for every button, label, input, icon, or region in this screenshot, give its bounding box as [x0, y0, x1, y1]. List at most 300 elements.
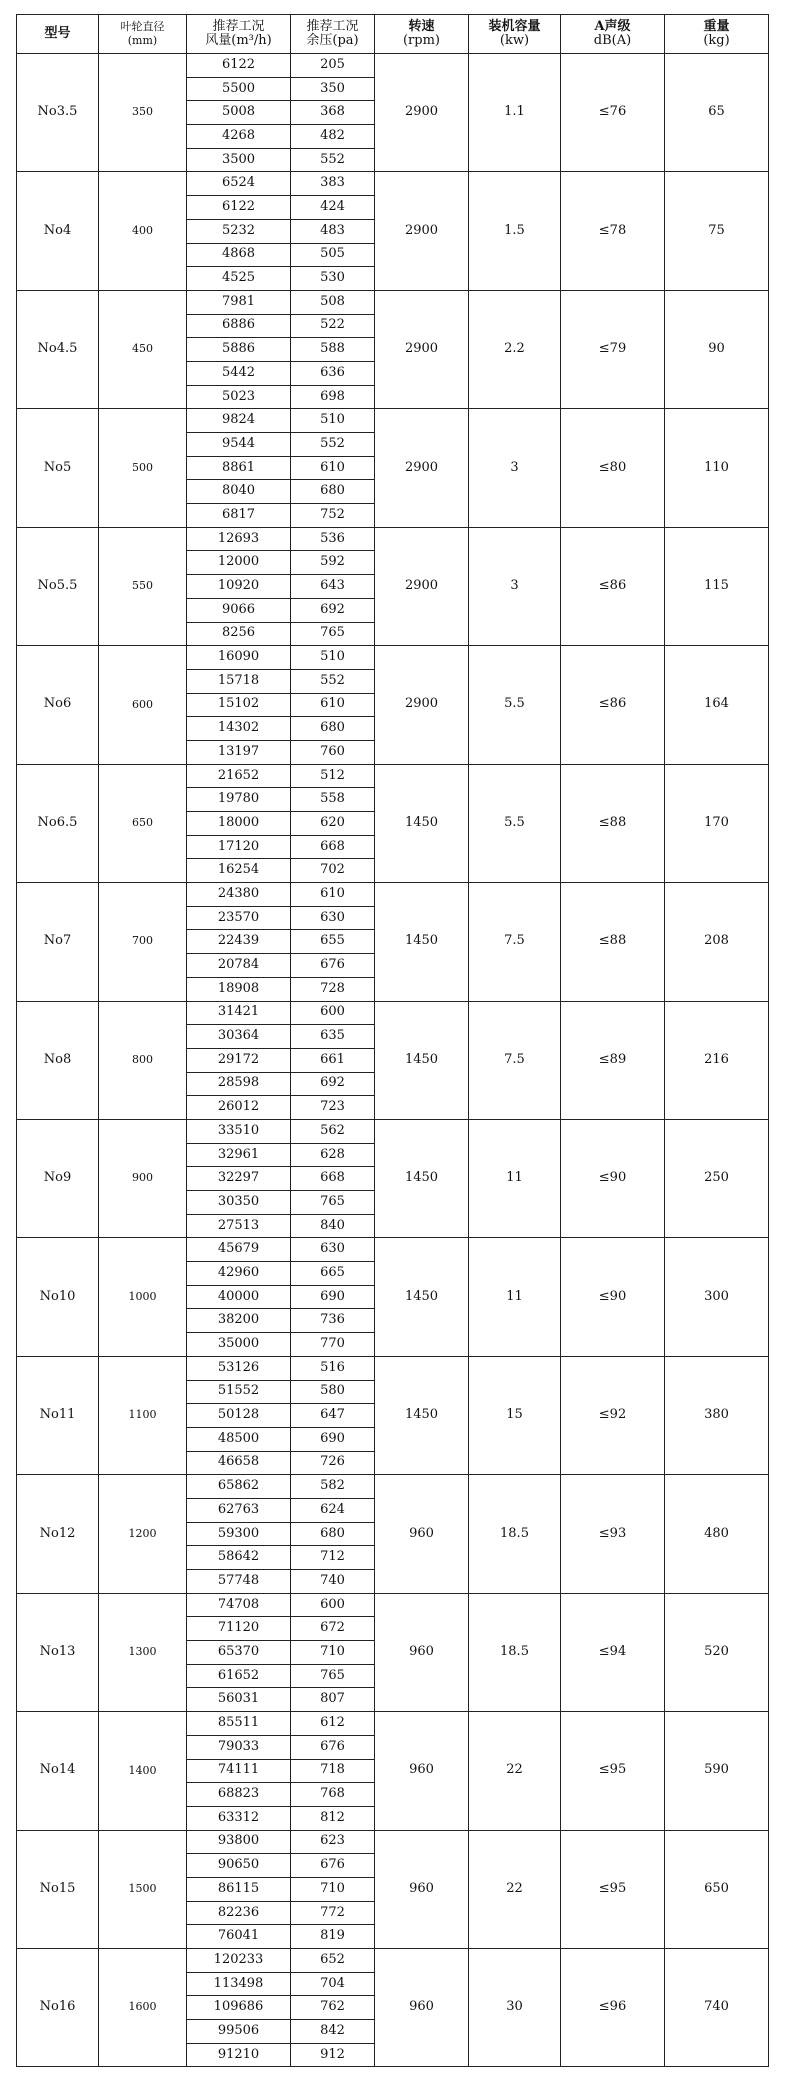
model-cell: No5.5	[17, 527, 99, 645]
weight-cell: 75	[665, 172, 769, 290]
power-cell: 11	[469, 1238, 561, 1356]
header-model-label: 型号	[44, 26, 71, 41]
airflow-cell: 61652	[187, 1664, 291, 1688]
power-cell: 11	[469, 1119, 561, 1237]
impeller-diameter-cell: 400	[99, 172, 187, 290]
airflow-cell: 42960	[187, 1262, 291, 1286]
airflow-cell: 18000	[187, 812, 291, 836]
pressure-cell: 842	[291, 2020, 375, 2044]
power-cell: 5.5	[469, 646, 561, 764]
power-cell: 3	[469, 409, 561, 527]
model-cell: No16	[17, 1949, 99, 2067]
airflow-cell: 3500	[187, 148, 291, 172]
airflow-cell: 120233	[187, 1949, 291, 1973]
fan-spec-table	[16, 14, 769, 2067]
pressure-cell: 772	[291, 1901, 375, 1925]
impeller-diameter-cell: 1400	[99, 1712, 187, 1830]
pressure-cell: 623	[291, 1830, 375, 1854]
airflow-cell: 65370	[187, 1641, 291, 1665]
table-row	[17, 1119, 769, 1143]
model-cell: No4	[17, 172, 99, 290]
header-power-line2: (kw)	[499, 33, 530, 48]
impeller-diameter-cell: 600	[99, 646, 187, 764]
header-row	[17, 15, 769, 54]
noise-cell: ≤78	[561, 172, 665, 290]
header-noise	[561, 15, 665, 54]
table-row	[17, 1356, 769, 1380]
pressure-cell: 712	[291, 1546, 375, 1570]
pressure-cell: 765	[291, 1191, 375, 1215]
pressure-cell: 676	[291, 1854, 375, 1878]
pressure-cell: 582	[291, 1475, 375, 1499]
table-row	[17, 1712, 769, 1736]
pressure-cell: 483	[291, 219, 375, 243]
table-row	[17, 1949, 769, 1973]
noise-cell: ≤89	[561, 1001, 665, 1119]
pressure-cell: 692	[291, 598, 375, 622]
noise-cell: ≤96	[561, 1949, 665, 2067]
pressure-cell: 760	[291, 740, 375, 764]
pressure-cell: 680	[291, 717, 375, 741]
pressure-cell: 624	[291, 1498, 375, 1522]
power-cell: 15	[469, 1356, 561, 1474]
pressure-cell: 807	[291, 1688, 375, 1712]
power-cell: 18.5	[469, 1593, 561, 1711]
speed-cell: 1450	[375, 764, 469, 882]
airflow-cell: 91210	[187, 2043, 291, 2067]
pressure-cell: 718	[291, 1759, 375, 1783]
model-cell: No4.5	[17, 290, 99, 408]
table-row	[17, 1238, 769, 1262]
airflow-cell: 5442	[187, 361, 291, 385]
model-cell: No6	[17, 646, 99, 764]
pressure-cell: 552	[291, 433, 375, 457]
pressure-cell: 912	[291, 2043, 375, 2067]
noise-cell: ≤92	[561, 1356, 665, 1474]
table-row	[17, 883, 769, 907]
table-row	[17, 646, 769, 670]
airflow-cell: 93800	[187, 1830, 291, 1854]
airflow-cell: 4525	[187, 267, 291, 291]
weight-cell: 380	[665, 1356, 769, 1474]
pressure-cell: 552	[291, 148, 375, 172]
weight-cell: 520	[665, 1593, 769, 1711]
pressure-cell: 610	[291, 883, 375, 907]
pressure-cell: 690	[291, 1285, 375, 1309]
airflow-cell: 51552	[187, 1380, 291, 1404]
power-cell: 18.5	[469, 1475, 561, 1593]
noise-cell: ≤94	[561, 1593, 665, 1711]
speed-cell: 2900	[375, 172, 469, 290]
airflow-cell: 33510	[187, 1119, 291, 1143]
airflow-cell: 48500	[187, 1427, 291, 1451]
impeller-diameter-cell: 1500	[99, 1830, 187, 1948]
airflow-cell: 90650	[187, 1854, 291, 1878]
airflow-cell: 56031	[187, 1688, 291, 1712]
airflow-cell: 10920	[187, 575, 291, 599]
pressure-cell: 612	[291, 1712, 375, 1736]
impeller-diameter-cell: 500	[99, 409, 187, 527]
airflow-cell: 22439	[187, 930, 291, 954]
speed-cell: 1450	[375, 883, 469, 1001]
airflow-cell: 28598	[187, 1072, 291, 1096]
power-cell: 1.5	[469, 172, 561, 290]
pressure-cell: 482	[291, 125, 375, 149]
weight-cell: 216	[665, 1001, 769, 1119]
airflow-cell: 16254	[187, 859, 291, 883]
noise-cell: ≤86	[561, 646, 665, 764]
header-model	[17, 15, 99, 54]
power-cell: 7.5	[469, 1001, 561, 1119]
airflow-cell: 74111	[187, 1759, 291, 1783]
impeller-diameter-cell: 1000	[99, 1238, 187, 1356]
speed-cell: 1450	[375, 1356, 469, 1474]
header-flow	[187, 15, 291, 54]
model-cell: No15	[17, 1830, 99, 1948]
pressure-cell: 680	[291, 1522, 375, 1546]
speed-cell: 2900	[375, 290, 469, 408]
pressure-cell: 600	[291, 1001, 375, 1025]
table-row	[17, 527, 769, 551]
pressure-cell: 710	[291, 1641, 375, 1665]
header-weight	[665, 15, 769, 54]
pressure-cell: 676	[291, 954, 375, 978]
power-cell: 22	[469, 1830, 561, 1948]
pressure-cell: 630	[291, 906, 375, 930]
pressure-cell: 610	[291, 456, 375, 480]
impeller-diameter-cell: 550	[99, 527, 187, 645]
model-cell: No14	[17, 1712, 99, 1830]
weight-cell: 740	[665, 1949, 769, 2067]
pressure-cell: 647	[291, 1404, 375, 1428]
header-impeller	[99, 15, 187, 54]
pressure-cell: 510	[291, 646, 375, 670]
airflow-cell: 53126	[187, 1356, 291, 1380]
airflow-cell: 18908	[187, 977, 291, 1001]
pressure-cell: 668	[291, 835, 375, 859]
pressure-cell: 635	[291, 1025, 375, 1049]
airflow-cell: 65862	[187, 1475, 291, 1499]
pressure-cell: 368	[291, 101, 375, 125]
weight-cell: 590	[665, 1712, 769, 1830]
weight-cell: 300	[665, 1238, 769, 1356]
table-row	[17, 290, 769, 314]
pressure-cell: 661	[291, 1048, 375, 1072]
impeller-diameter-cell: 800	[99, 1001, 187, 1119]
impeller-diameter-cell: 1100	[99, 1356, 187, 1474]
airflow-cell: 24380	[187, 883, 291, 907]
airflow-cell: 86115	[187, 1877, 291, 1901]
power-cell: 22	[469, 1712, 561, 1830]
noise-cell: ≤90	[561, 1119, 665, 1237]
airflow-cell: 4268	[187, 125, 291, 149]
airflow-cell: 12693	[187, 527, 291, 551]
speed-cell: 2900	[375, 527, 469, 645]
airflow-cell: 38200	[187, 1309, 291, 1333]
pressure-cell: 710	[291, 1877, 375, 1901]
airflow-cell: 21652	[187, 764, 291, 788]
airflow-cell: 6122	[187, 196, 291, 220]
model-cell: No7	[17, 883, 99, 1001]
airflow-cell: 5500	[187, 77, 291, 101]
noise-cell: ≤93	[561, 1475, 665, 1593]
power-cell: 7.5	[469, 883, 561, 1001]
pressure-cell: 592	[291, 551, 375, 575]
impeller-diameter-cell: 1200	[99, 1475, 187, 1593]
airflow-cell: 4868	[187, 243, 291, 267]
airflow-cell: 6524	[187, 172, 291, 196]
airflow-cell: 45679	[187, 1238, 291, 1262]
airflow-cell: 15102	[187, 693, 291, 717]
pressure-cell: 508	[291, 290, 375, 314]
airflow-cell: 62763	[187, 1498, 291, 1522]
airflow-cell: 79033	[187, 1735, 291, 1759]
airflow-cell: 32961	[187, 1143, 291, 1167]
pressure-cell: 740	[291, 1570, 375, 1594]
pressure-cell: 522	[291, 314, 375, 338]
airflow-cell: 5023	[187, 385, 291, 409]
pressure-cell: 812	[291, 1806, 375, 1830]
pressure-cell: 726	[291, 1451, 375, 1475]
airflow-cell: 9824	[187, 409, 291, 433]
airflow-cell: 99506	[187, 2020, 291, 2044]
header-impeller-line2: (mm)	[127, 34, 158, 47]
pressure-cell: 558	[291, 788, 375, 812]
airflow-cell: 8256	[187, 622, 291, 646]
pressure-cell: 643	[291, 575, 375, 599]
pressure-cell: 512	[291, 764, 375, 788]
airflow-cell: 30364	[187, 1025, 291, 1049]
power-cell: 3	[469, 527, 561, 645]
airflow-cell: 9066	[187, 598, 291, 622]
pressure-cell: 580	[291, 1380, 375, 1404]
weight-cell: 164	[665, 646, 769, 764]
header-flow-line2: 风量(m³/h)	[205, 33, 272, 48]
header-pressure-line2: 余压(pa)	[306, 33, 359, 48]
header-noise-line1: A声级	[594, 19, 631, 34]
pressure-cell: 552	[291, 669, 375, 693]
airflow-cell: 6817	[187, 504, 291, 528]
pressure-cell: 692	[291, 1072, 375, 1096]
speed-cell: 2900	[375, 54, 469, 172]
pressure-cell: 728	[291, 977, 375, 1001]
noise-cell: ≤88	[561, 883, 665, 1001]
noise-cell: ≤88	[561, 764, 665, 882]
airflow-cell: 35000	[187, 1333, 291, 1357]
airflow-cell: 40000	[187, 1285, 291, 1309]
pressure-cell: 765	[291, 622, 375, 646]
pressure-cell: 770	[291, 1333, 375, 1357]
table-row	[17, 1593, 769, 1617]
pressure-cell: 668	[291, 1167, 375, 1191]
pressure-cell: 536	[291, 527, 375, 551]
pressure-cell: 702	[291, 859, 375, 883]
header-power-line1: 装机容量	[488, 19, 541, 34]
model-cell: No9	[17, 1119, 99, 1237]
weight-cell: 170	[665, 764, 769, 882]
table-row	[17, 1475, 769, 1499]
airflow-cell: 50128	[187, 1404, 291, 1428]
pressure-cell: 350	[291, 77, 375, 101]
model-cell: No12	[17, 1475, 99, 1593]
pressure-cell: 588	[291, 338, 375, 362]
weight-cell: 250	[665, 1119, 769, 1237]
table-row	[17, 409, 769, 433]
pressure-cell: 840	[291, 1214, 375, 1238]
power-cell: 1.1	[469, 54, 561, 172]
header-impeller-line1: 叶轮直径	[120, 20, 165, 33]
impeller-diameter-cell: 1600	[99, 1949, 187, 2067]
model-cell: No5	[17, 409, 99, 527]
impeller-diameter-cell: 700	[99, 883, 187, 1001]
header-weight-line1: 重量	[703, 19, 730, 34]
airflow-cell: 30350	[187, 1191, 291, 1215]
speed-cell: 2900	[375, 646, 469, 764]
airflow-cell: 8040	[187, 480, 291, 504]
model-cell: No13	[17, 1593, 99, 1711]
impeller-diameter-cell: 450	[99, 290, 187, 408]
pressure-cell: 636	[291, 361, 375, 385]
noise-cell: ≤80	[561, 409, 665, 527]
pressure-cell: 676	[291, 1735, 375, 1759]
weight-cell: 110	[665, 409, 769, 527]
speed-cell: 1450	[375, 1001, 469, 1119]
pressure-cell: 723	[291, 1096, 375, 1120]
pressure-cell: 562	[291, 1119, 375, 1143]
airflow-cell: 31421	[187, 1001, 291, 1025]
speed-cell: 1450	[375, 1238, 469, 1356]
pressure-cell: 736	[291, 1309, 375, 1333]
table-row	[17, 54, 769, 78]
header-speed	[375, 15, 469, 54]
impeller-diameter-cell: 1300	[99, 1593, 187, 1711]
airflow-cell: 113498	[187, 1972, 291, 1996]
airflow-cell: 14302	[187, 717, 291, 741]
airflow-cell: 5886	[187, 338, 291, 362]
table-body	[17, 54, 769, 2067]
speed-cell: 960	[375, 1712, 469, 1830]
model-cell: No3.5	[17, 54, 99, 172]
airflow-cell: 17120	[187, 835, 291, 859]
airflow-cell: 20784	[187, 954, 291, 978]
pressure-cell: 819	[291, 1925, 375, 1949]
pressure-cell: 768	[291, 1783, 375, 1807]
noise-cell: ≤95	[561, 1712, 665, 1830]
airflow-cell: 109686	[187, 1996, 291, 2020]
pressure-cell: 516	[291, 1356, 375, 1380]
pressure-cell: 510	[291, 409, 375, 433]
header-pressure	[291, 15, 375, 54]
weight-cell: 65	[665, 54, 769, 172]
pressure-cell: 383	[291, 172, 375, 196]
airflow-cell: 13197	[187, 740, 291, 764]
table-row	[17, 1001, 769, 1025]
airflow-cell: 26012	[187, 1096, 291, 1120]
airflow-cell: 23570	[187, 906, 291, 930]
pressure-cell: 665	[291, 1262, 375, 1286]
airflow-cell: 68823	[187, 1783, 291, 1807]
impeller-diameter-cell: 650	[99, 764, 187, 882]
airflow-cell: 32297	[187, 1167, 291, 1191]
pressure-cell: 530	[291, 267, 375, 291]
model-cell: No10	[17, 1238, 99, 1356]
airflow-cell: 71120	[187, 1617, 291, 1641]
pressure-cell: 628	[291, 1143, 375, 1167]
airflow-cell: 8861	[187, 456, 291, 480]
airflow-cell: 5232	[187, 219, 291, 243]
header-speed-line1: 转速	[408, 19, 435, 34]
impeller-diameter-cell: 350	[99, 54, 187, 172]
power-cell: 30	[469, 1949, 561, 2067]
speed-cell: 960	[375, 1830, 469, 1948]
header-flow-line1: 推荐工况	[212, 19, 265, 34]
airflow-cell: 57748	[187, 1570, 291, 1594]
noise-cell: ≤86	[561, 527, 665, 645]
pressure-cell: 762	[291, 1996, 375, 2020]
pressure-cell: 655	[291, 930, 375, 954]
pressure-cell: 620	[291, 812, 375, 836]
airflow-cell: 16090	[187, 646, 291, 670]
power-cell: 5.5	[469, 764, 561, 882]
airflow-cell: 6122	[187, 54, 291, 78]
pressure-cell: 600	[291, 1593, 375, 1617]
airflow-cell: 59300	[187, 1522, 291, 1546]
speed-cell: 960	[375, 1475, 469, 1593]
airflow-cell: 9544	[187, 433, 291, 457]
header-power	[469, 15, 561, 54]
pressure-cell: 752	[291, 504, 375, 528]
header-speed-line2: (rpm)	[402, 33, 440, 48]
weight-cell: 90	[665, 290, 769, 408]
impeller-diameter-cell: 900	[99, 1119, 187, 1237]
header-noise-line2: dB(A)	[593, 33, 632, 48]
pressure-cell: 610	[291, 693, 375, 717]
airflow-cell: 85511	[187, 1712, 291, 1736]
airflow-cell: 12000	[187, 551, 291, 575]
airflow-cell: 76041	[187, 1925, 291, 1949]
airflow-cell: 58642	[187, 1546, 291, 1570]
header-weight-line2: (kg)	[703, 33, 730, 48]
airflow-cell: 6886	[187, 314, 291, 338]
noise-cell: ≤95	[561, 1830, 665, 1948]
model-cell: No6.5	[17, 764, 99, 882]
pressure-cell: 704	[291, 1972, 375, 1996]
pressure-cell: 672	[291, 1617, 375, 1641]
weight-cell: 208	[665, 883, 769, 1001]
noise-cell: ≤76	[561, 54, 665, 172]
airflow-cell: 15718	[187, 669, 291, 693]
airflow-cell: 63312	[187, 1806, 291, 1830]
table-row	[17, 1830, 769, 1854]
airflow-cell: 5008	[187, 101, 291, 125]
airflow-cell: 46658	[187, 1451, 291, 1475]
table-row	[17, 764, 769, 788]
airflow-cell: 74708	[187, 1593, 291, 1617]
speed-cell: 960	[375, 1593, 469, 1711]
table-row	[17, 172, 769, 196]
weight-cell: 480	[665, 1475, 769, 1593]
pressure-cell: 630	[291, 1238, 375, 1262]
pressure-cell: 698	[291, 385, 375, 409]
airflow-cell: 82236	[187, 1901, 291, 1925]
airflow-cell: 19780	[187, 788, 291, 812]
power-cell: 2.2	[469, 290, 561, 408]
speed-cell: 960	[375, 1949, 469, 2067]
speed-cell: 1450	[375, 1119, 469, 1237]
noise-cell: ≤90	[561, 1238, 665, 1356]
pressure-cell: 690	[291, 1427, 375, 1451]
pressure-cell: 652	[291, 1949, 375, 1973]
